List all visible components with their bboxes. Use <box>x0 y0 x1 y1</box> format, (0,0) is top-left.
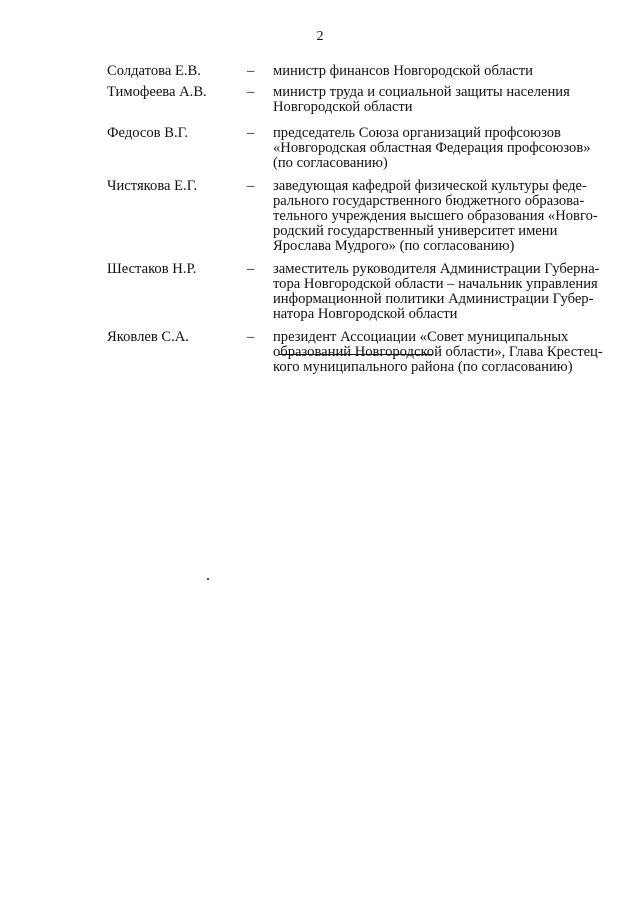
dash-separator: – <box>247 329 255 345</box>
position-line: тора Новгородской области – начальник управления <box>273 276 598 292</box>
dash-separator: – <box>247 178 255 194</box>
position-line: президент Ассоциации «Совет муниципальных <box>273 329 569 345</box>
member-position <box>273 179 617 254</box>
member-position <box>273 64 617 79</box>
member-position <box>273 262 617 322</box>
member-position <box>273 85 617 115</box>
dash-separator: – <box>247 125 255 141</box>
position-line: образований Новгородской области», Глава Крестец- <box>273 344 603 360</box>
position-line: «Новгородская областная Федерация профсоюзов» <box>273 140 591 156</box>
position-line: заместитель руководителя Администрации Губерна- <box>273 261 600 277</box>
position-line: Новгородской области <box>273 99 413 115</box>
position-line: тельного учреждения высшего образования «Новго- <box>273 208 598 224</box>
members-list <box>107 64 617 375</box>
member-name: Яковлев С.А. <box>107 329 189 345</box>
member-name: Тимофеева А.В. <box>107 84 207 100</box>
list-item <box>107 126 617 171</box>
member-name: Шестаков Н.Р. <box>107 261 197 277</box>
scan-speck <box>207 578 209 580</box>
position-line: Ярослава Мудрого» (по согласованию) <box>273 238 515 254</box>
member-name: Солдатова Е.В. <box>107 63 201 79</box>
closing-rule <box>279 354 433 355</box>
member-name: Чистякова Е.Г. <box>107 178 198 194</box>
position-line: (по согласованию) <box>273 155 388 171</box>
list-item <box>107 64 617 79</box>
member-position <box>273 126 617 171</box>
dash-separator: – <box>247 261 255 277</box>
list-item <box>107 262 617 322</box>
dash-separator: – <box>247 63 255 79</box>
page-number: 2 <box>316 29 324 44</box>
member-name: Федосов В.Г. <box>107 125 189 141</box>
position-line: натора Новгородской области <box>273 306 458 322</box>
position-line: информационной политики Администрации Губер- <box>273 291 594 307</box>
position-line: рального государственного бюджетного образова- <box>273 193 585 209</box>
list-item <box>107 179 617 254</box>
member-position <box>273 330 617 375</box>
list-item <box>107 85 617 115</box>
position-line: председатель Союза организаций профсоюзов <box>273 125 561 141</box>
position-line: министр труда и социальной защиты населения <box>273 84 570 100</box>
position-line: кого муниципального района (по согласованию) <box>273 359 573 375</box>
position-line: родский государственный университет имени <box>273 223 558 239</box>
dash-separator: – <box>247 84 255 100</box>
position-line: заведующая кафедрой физической культуры феде- <box>273 178 587 194</box>
list-item <box>107 330 617 375</box>
position-line: министр финансов Новгородской области <box>273 63 533 79</box>
